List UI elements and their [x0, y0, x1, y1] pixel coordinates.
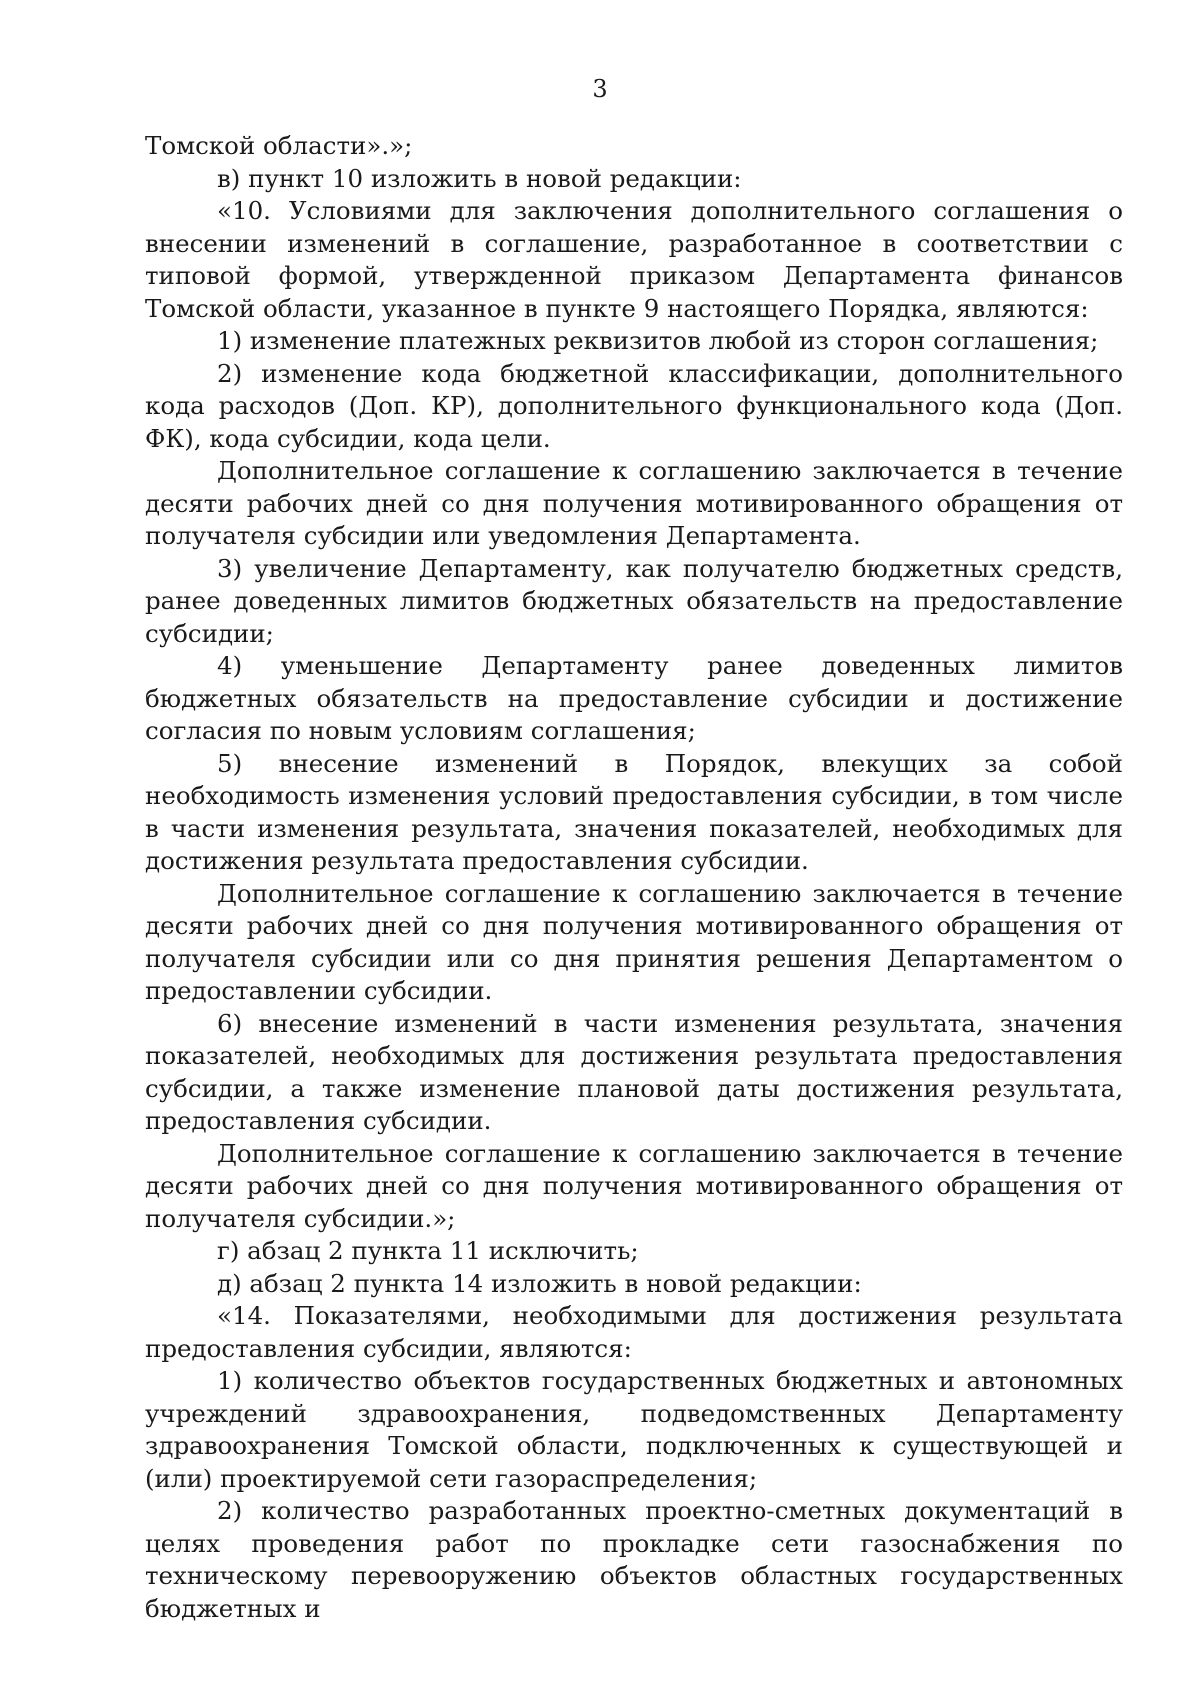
paragraph-item-v: в) пункт 10 изложить в новой редакции:	[217, 163, 742, 193]
document-body	[145, 130, 1123, 1625]
paragraph-item-g: г) абзац 2 пункта 11 исключить;	[217, 1236, 639, 1265]
paragraph-agreement-term-2: Дополнительное соглашение к соглашению заключается в течение десяти рабочих дней со дня получения мотивированного обращения от получателя субсидии или со дня принятия решения Департаментом о предоставлении субсидии.	[145, 878, 1123, 1005]
paragraph-point-14: «14. Показателями, необходимыми для достижения результата предоставления субсидии, являются:	[145, 1301, 1123, 1363]
paragraph-condition-6: 6) внесение изменений в части изменения результата, значения показателей, необходимых для достижения результата предоставления субсидии, а также изменение плановой даты достижения результата, предоставления субсидии.	[145, 1008, 1123, 1135]
paragraph-condition-4: 4) уменьшение Департаменту ранее доведенных лимитов бюджетных обязательств на предоставление субсидии и достижение согласия по новым условиям соглашения;	[145, 651, 1123, 745]
paragraph-point-10: «10. Условиями для заключения дополнительного соглашения о внесении изменений в соглашение, разработанное в соответствии с типовой формой, утвержденной приказом Департамента финансов Томской области, указанное в пункте 9 настоящего Порядка, являются:	[145, 196, 1123, 323]
paragraph-condition-3: 3) увеличение Департаменту, как получателю бюджетных средств, ранее доведенных лимитов бюджетных обязательств на предоставление субсидии;	[145, 553, 1123, 648]
paragraph-condition-5: 5) внесение изменений в Порядок, влекущих за собой необходимость изменения условий предоставления субсидии, в том числе в части изменения результата, значения показателей, необходимых для достижения результата предоставления субсидии.	[145, 748, 1123, 875]
paragraph-item-d: д) абзац 2 пункта 14 изложить в новой редакции:	[217, 1268, 862, 1298]
paragraph-agreement-term-3: Дополнительное соглашение к соглашению заключается в течение десяти рабочих дней со дня получения мотивированного обращения от получателя субсидии.»;	[145, 1138, 1123, 1233]
paragraph-continuation: Томской области».»;	[145, 131, 413, 160]
paragraph-indicator-2: 2) количество разработанных проектно-сметных документаций в целях проведения работ по прокладке сети газоснабжения по техническому перевооружению объектов областных государственных бюджетных и	[145, 1496, 1123, 1623]
paragraph-condition-1: 1) изменение платежных реквизитов любой из сторон соглашения;	[217, 326, 1099, 355]
page-number: 3	[592, 75, 608, 103]
paragraph-agreement-term-1: Дополнительное соглашение к соглашению заключается в течение десяти рабочих дней со дня получения мотивированного обращения от получателя субсидии или уведомления Департамента.	[145, 456, 1123, 550]
paragraph-condition-2: 2) изменение кода бюджетной классификации, дополнительного кода расходов (Доп. КР), дополнительного функционального кода (Доп. ФК), кода субсидии, кода цели.	[145, 358, 1123, 453]
paragraph-indicator-1: 1) количество объектов государственных бюджетных и автономных учреждений здравоохранения, подведомственных Департаменту здравоохранения Томской области, подключенных к существующей и (или) проектируемой сети газораспределения;	[145, 1366, 1123, 1493]
